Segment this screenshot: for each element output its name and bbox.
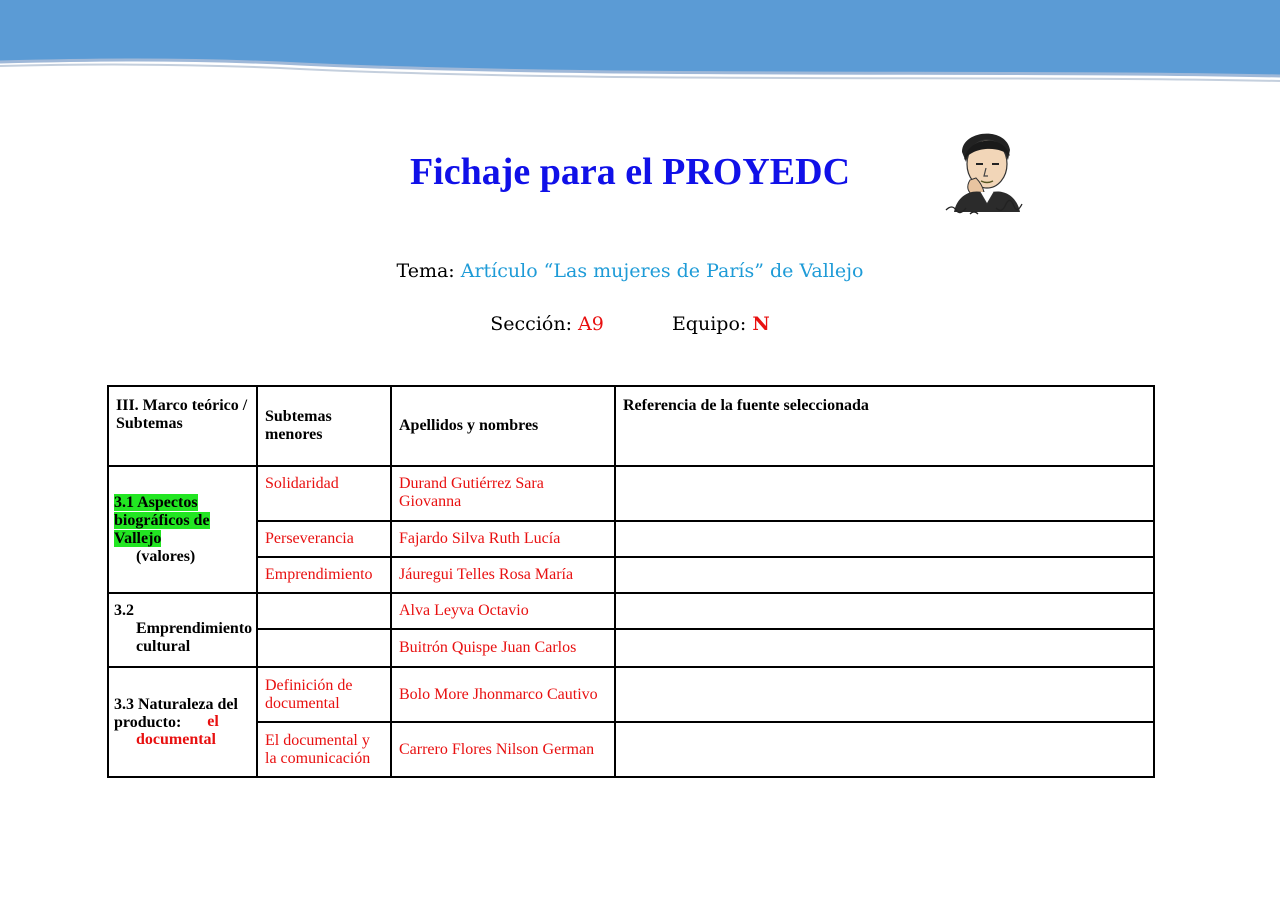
section-title-red: el documental: [136, 712, 219, 748]
table-row: [108, 667, 1154, 722]
section-title: [108, 593, 257, 667]
table-row: [108, 722, 1154, 777]
subtema-cell: [257, 629, 391, 667]
referencia-cell: [615, 593, 1154, 629]
referencia-cell: [615, 722, 1154, 777]
subtema-cell: El documental y la comunicación: [257, 722, 391, 777]
referencia-cell: [615, 667, 1154, 722]
nombre-cell: Bolo More Jhonmarco Cautivo: [391, 667, 615, 722]
tema-value: Artículo “Las mujeres de París” de Vallejo: [460, 260, 864, 282]
column-header: III. Marco teórico / Subtemas: [108, 386, 257, 466]
equipo-label: Equipo:: [671, 313, 747, 335]
nombre-cell: Jáuregui Telles Rosa María: [391, 557, 615, 593]
section-title-text: Emprendimiento cultural: [136, 620, 253, 655]
column-header: Subtemas menores: [257, 386, 391, 466]
nombre-cell: Alva Leyva Octavio: [391, 593, 615, 629]
subtema-cell: Solidaridad: [257, 466, 391, 521]
section-number: 3.3: [114, 695, 134, 713]
table-header-row: [108, 386, 1154, 466]
subtema-cell: Definición de documental: [257, 667, 391, 722]
header-banner: [0, 0, 1280, 90]
section-title: [108, 466, 257, 593]
page-title: Fichaje para el PROYEDC: [409, 151, 851, 193]
section-title: [108, 667, 257, 777]
tema-label: Tema:: [396, 260, 455, 282]
nombre-cell: Carrero Flores Nilson German: [391, 722, 615, 777]
table-row: [108, 466, 1154, 521]
column-header: Referencia de la fuente seleccionada: [615, 386, 1154, 466]
section-number: 3.1: [114, 493, 134, 511]
referencia-cell: [615, 466, 1154, 521]
tema-line: [0, 260, 1260, 282]
section-title-text: Aspectos biográficos de Vallejo: [114, 493, 210, 547]
seccion-label: Sección:: [490, 313, 572, 335]
subtema-cell: Perseverancia: [257, 521, 391, 557]
catedra-vallejo-logo: [940, 122, 1032, 226]
nombre-cell: Fajardo Silva Ruth Lucía: [391, 521, 615, 557]
table-row: [108, 593, 1154, 629]
subtema-cell: Emprendimiento: [257, 557, 391, 593]
table-row: [108, 629, 1154, 667]
seccion-equipo-line: [0, 313, 1260, 335]
table-row: [108, 521, 1154, 557]
section-title-text: Naturaleza del producto:: [114, 695, 238, 731]
section-title-extra: (valores): [136, 547, 196, 565]
referencia-cell: [615, 557, 1154, 593]
table-row: [108, 557, 1154, 593]
referencia-cell: [615, 629, 1154, 667]
referencia-cell: [615, 521, 1154, 557]
section-number: 3.2: [114, 602, 134, 619]
nombre-cell: Buitrón Quispe Juan Carlos: [391, 629, 615, 667]
column-header: Apellidos y nombres: [391, 386, 615, 466]
subtema-cell: [257, 593, 391, 629]
equipo-value: N: [752, 313, 770, 335]
fichaje-table: [107, 385, 1155, 778]
nombre-cell: Durand Gutiérrez Sara Giovanna: [391, 466, 615, 521]
seccion-value: A9: [578, 313, 604, 335]
